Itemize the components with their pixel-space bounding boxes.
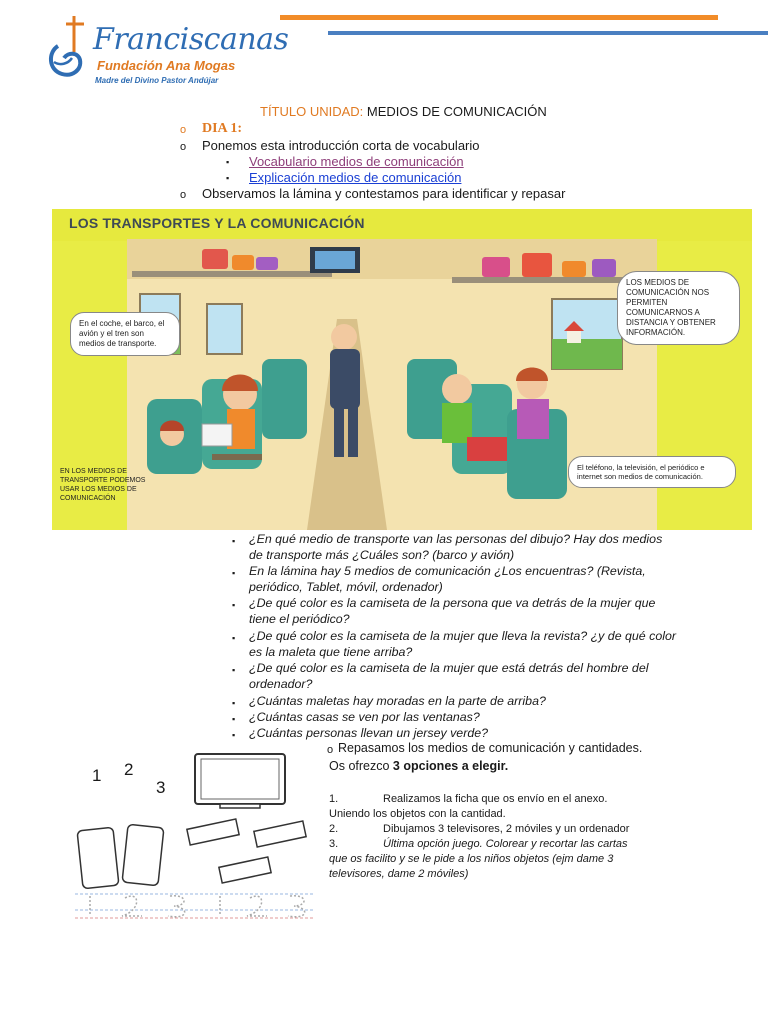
list-bullet: ▪ [232, 665, 236, 675]
option-2-text: Dibujamos 3 televisores, 2 móviles y un ordenador [383, 823, 630, 835]
question-4: ¿De qué color es la camiseta de la mujer que lleva la revista? ¿y de qué color es la maleta que tiene arriba? [249, 629, 676, 659]
intro-line-2: Observamos la lámina y contestamos para identificar y repasar [202, 186, 566, 201]
option-1-continuation: Uniendo los objetos con la cantidad. [329, 808, 506, 820]
question-1: ¿En qué medio de transporte van las personas del dibujo? Hay dos medios de transporte más ¿Cuáles son? (barco y avión) [249, 532, 663, 562]
logo-tagline: Madre del Divino Pastor Andújar [95, 76, 219, 85]
worksheet-number-1: 1 [92, 766, 102, 785]
list-bullet: ▪ [232, 600, 236, 610]
list-bullet: ▪ [232, 568, 236, 578]
list-bullet: ▪ [226, 173, 230, 183]
unit-title-label: TÍTULO UNIDAD: [260, 104, 364, 119]
franciscanas-logo-icon [44, 12, 96, 84]
worksheet-drawings [70, 744, 320, 924]
day-heading: DIA 1: [202, 121, 243, 136]
caption-transport-media: EN LOS MEDIOS DE TRANSPORTE PODEMOS USAR LOS MEDIOS DE COMUNICACIÓN [60, 468, 146, 502]
option-3-continuation-2: televisores, dame 2 móviles) [329, 868, 469, 880]
unit-title: MEDIOS DE COMUNICACIÓN [366, 104, 547, 119]
option-3-continuation-1: que os facilito y se le pide a los niños objetos (ejm dame 3 [329, 853, 614, 865]
worksheet-number-2: 2 [124, 760, 134, 779]
option-1-text: Realizamos la ficha que os envío en el anexo. [383, 793, 608, 805]
options-intro: Os ofrezco [329, 759, 393, 773]
list-bullet: ▪ [232, 536, 236, 546]
list-bullet: ▪ [232, 714, 236, 724]
list-bullet: o [180, 189, 187, 201]
worksheet-number-3: 3 [156, 778, 166, 797]
logo-title: Franciscanas [93, 22, 289, 57]
question-7: ¿Cuántas casas se ven por las ventanas? [249, 710, 480, 724]
question-2: En la lámina hay 5 medios de comunicación ¿Los encuentras? (Revista, periódico, Tablet, móvil, ordenador) [249, 564, 646, 594]
bubble-communication: LOS MEDIOS DE COMUNICACIÓN NOS PERMITEN COMUNICARNOS A DISTANCIA Y OBTENER INFORMACIÓN. [617, 271, 740, 345]
intro-line-1: Ponemos esta introducción corta de vocabulario [202, 138, 480, 153]
options-line-2 [329, 759, 508, 773]
list-bullet: o [180, 124, 187, 136]
train-illustration [52, 209, 752, 530]
explanation-link[interactable]: Explicación medios de comunicación [249, 170, 462, 185]
option-3-number: 3. [329, 838, 339, 850]
vocabulary-link[interactable]: Vocabulario medios de comunicación [249, 154, 464, 169]
logo-subtitle: Fundación Ana Mogas [97, 58, 236, 73]
question-5: ¿De qué color es la camiseta de la mujer que está detrás del hombre del ordenador? [249, 661, 649, 691]
unit-title-line [260, 104, 547, 119]
question-8: ¿Cuántas personas llevan un jersey verde? [249, 726, 488, 740]
list-bullet: o [327, 744, 334, 756]
bubble-transport: En el coche, el barco, el avión y el tren son medios de transporte. [70, 312, 180, 356]
question-3: ¿De qué color es la camiseta de la persona que va detrás de la mujer que tiene el periódico? [249, 596, 656, 626]
option-1-number: 1. [329, 793, 339, 805]
list-bullet: ▪ [226, 157, 230, 167]
option-3-text: Última opción juego. Colorear y recortar las cartas [383, 838, 628, 850]
header-orange-rule [280, 15, 718, 20]
options-line-1: Repasamos los medios de comunicación y cantidades. [338, 741, 643, 755]
question-6: ¿Cuántas maletas hay moradas en la parte de arriba? [249, 694, 546, 708]
illustration-title: LOS TRANSPORTES Y LA COMUNICACIÓN [69, 215, 365, 231]
list-bullet: ▪ [232, 698, 236, 708]
option-2-number: 2. [329, 823, 339, 835]
options-count: 3 opciones a elegir. [392, 759, 509, 773]
list-bullet: o [180, 141, 187, 153]
list-bullet: ▪ [232, 633, 236, 643]
bubble-media-examples: El teléfono, la televisión, el periódico e internet son medios de comunicación. [568, 456, 736, 488]
worksheet-image [70, 744, 320, 924]
header-blue-rule [328, 31, 768, 35]
list-bullet: ▪ [232, 730, 236, 740]
